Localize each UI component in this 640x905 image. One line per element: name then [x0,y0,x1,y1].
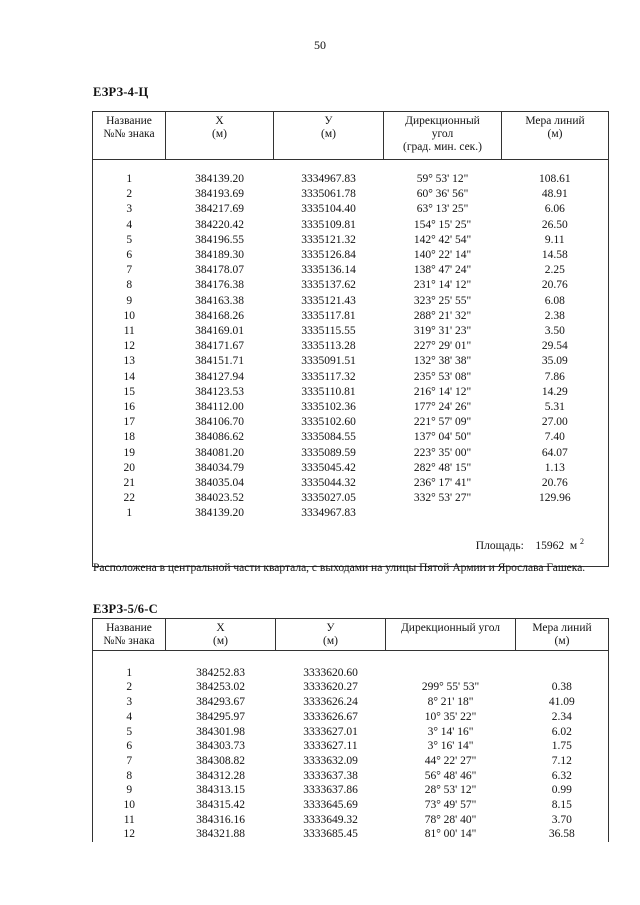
bearing-angle: 177° 24' 26" [413,401,472,414]
header-x: Х (м) [166,112,274,160]
x-coordinate: 384189.30 [195,249,244,262]
x-coordinate: 384139.20 [195,173,244,185]
area-exponent: 2 [580,536,584,546]
point-number: 20 [93,461,166,476]
x-coordinate: 384321.88 [196,828,245,841]
location-note: Расположена в центральной части квартала, с выходами на улицы Пятой Армии и Ярослава Гашека. [93,562,586,574]
x-coordinate: 384312.28 [196,769,245,782]
bearing-angle: 60° 36' 56" [416,188,469,201]
point-number: 5 [93,725,166,740]
line-length: 14.58 [502,248,609,263]
x-coordinate: 384123.53 [195,385,244,398]
line-length: 7.40 [502,430,609,445]
table-row [93,769,609,784]
x-coordinate: 384253.02 [196,681,245,694]
line-length: 6.32 [516,769,609,784]
y-coordinate: 3333637.86 [303,784,358,797]
bearing-angle: 142° 42' 54" [413,233,472,246]
point-number: 12 [93,827,166,842]
line-length [516,666,609,681]
point-number: 8 [93,769,166,784]
bearing-angle: 59° 53' 12" [416,173,469,185]
point-number: 7 [93,754,166,769]
point-number: 17 [93,415,166,430]
y-coordinate: 3333632.09 [303,754,358,767]
table-row [93,798,609,813]
x-coordinate: 384081.20 [195,446,244,459]
y-coordinate: 3335117.32 [301,370,356,383]
y-coordinate: 3335061.78 [301,188,356,201]
line-length: 48.91 [502,187,609,202]
line-length: 5.31 [502,400,609,415]
bearing-angle: 78° 28' 40" [424,813,477,826]
table-header-row [93,112,609,160]
point-number: 2 [93,187,166,202]
table-row [93,187,609,202]
line-length: 129.96 [502,491,609,506]
bearing-angle: 154° 15' 25" [413,218,472,231]
header-angle: Дирекционный угол [386,619,516,651]
y-coordinate: 3335126.84 [301,249,356,262]
header-name: Название №№ знака [93,619,166,651]
section-title: ЕЗРЗ-5/6-С [93,602,158,616]
table-row [93,680,609,695]
line-length: 20.76 [502,476,609,491]
table-row [93,202,609,217]
bearing-angle: 235° 53' 08" [413,370,472,383]
header-y: У (м) [276,619,386,651]
line-length: 64.07 [502,446,609,461]
bearing-angle: 282° 48' 15" [413,461,472,474]
line-length: 41.09 [516,695,609,710]
table-row [93,695,609,710]
coordinates-table [92,618,609,842]
x-coordinate: 384313.15 [196,784,245,797]
x-coordinate: 384086.62 [195,431,244,444]
table-row [93,446,609,461]
table-row [93,370,609,385]
bearing-angle: 81° 00' 14" [424,828,477,841]
line-length: 0.38 [516,680,609,695]
table-row [93,506,609,521]
line-length: 2.34 [516,710,609,725]
table-row [93,461,609,476]
point-number: 3 [93,695,166,710]
y-coordinate: 3334967.83 [301,507,356,520]
x-coordinate: 384308.82 [196,754,245,767]
x-coordinate: 384106.70 [195,416,244,429]
table-row [93,233,609,248]
point-number: 21 [93,476,166,491]
table-row [93,710,609,725]
bearing-angle: 332° 53' 27" [413,492,472,505]
line-length: 7.12 [516,754,609,769]
table-row [93,666,609,681]
area-label: Площадь: [475,539,524,552]
point-number: 22 [93,491,166,506]
y-coordinate: 3335121.43 [301,294,356,307]
line-length: 6.02 [516,725,609,740]
header-length: Мера линий (м) [516,619,609,651]
table-row [93,324,609,339]
x-coordinate: 384168.26 [195,309,244,322]
y-coordinate: 3335102.60 [301,416,356,429]
y-coordinate: 3335044.32 [301,477,356,490]
line-length: 29.54 [502,339,609,354]
y-coordinate: 3335027.05 [301,492,356,505]
point-number: 14 [93,370,166,385]
line-length: 1.75 [516,739,609,754]
y-coordinate: 3333645.69 [303,799,358,812]
point-number: 10 [93,309,166,324]
line-length: 3.50 [502,324,609,339]
bearing-angle: 140° 22' 14" [413,249,472,262]
table-body [93,160,609,522]
table-row [93,430,609,445]
table-row [93,263,609,278]
x-coordinate: 384301.98 [196,725,245,738]
x-coordinate: 384139.20 [195,507,244,520]
point-number: 15 [93,385,166,400]
x-coordinate: 384112.00 [195,401,244,414]
bearing-angle [386,666,516,681]
table-row [93,491,609,506]
x-coordinate: 384178.07 [195,264,244,277]
point-number: 12 [93,339,166,354]
bearing-angle: 137° 04' 50" [413,431,472,444]
table-body [93,651,609,843]
bearing-angle [384,506,502,521]
table-row [93,218,609,233]
bearing-angle: 299° 55' 53" [421,681,480,694]
table-row [93,294,609,309]
table-row [93,739,609,754]
table-row [93,339,609,354]
table-row [93,754,609,769]
x-coordinate: 384176.38 [195,279,244,292]
point-number: 5 [93,233,166,248]
x-coordinate: 384023.52 [195,492,244,505]
table-row [93,725,609,740]
line-length: 3.70 [516,813,609,828]
x-coordinate: 384316.16 [196,813,245,826]
y-coordinate: 3335091.51 [301,355,356,368]
line-length: 1.13 [502,461,609,476]
y-coordinate: 3335104.40 [301,203,356,216]
header-angle: Дирекционный угол (град. мин. сек.) [384,112,502,160]
x-coordinate: 384315.42 [196,799,245,812]
y-coordinate: 3333620.60 [303,666,358,679]
line-length: 7.86 [502,370,609,385]
y-coordinate: 3335121.32 [301,233,356,246]
point-number: 13 [93,354,166,369]
y-coordinate: 3333649.32 [303,813,358,826]
table-row [93,309,609,324]
point-number: 4 [93,218,166,233]
x-coordinate: 384295.97 [196,710,245,723]
bearing-angle: 3° 14' 16" [427,725,474,738]
table-row [93,354,609,369]
line-length: 26.50 [502,218,609,233]
point-number: 1 [93,506,166,521]
table-row [93,385,609,400]
x-coordinate: 384303.73 [196,740,245,753]
bearing-angle: 223° 35' 00" [413,446,472,459]
y-coordinate: 3335110.81 [301,385,356,398]
y-coordinate: 3333626.67 [303,710,358,723]
table-row [93,415,609,430]
spacer-row [93,651,609,666]
line-length [502,506,609,521]
x-coordinate: 384293.67 [196,696,245,709]
line-length: 2.25 [502,263,609,278]
bearing-angle: 236° 17' 41" [413,477,472,490]
line-length: 2.38 [502,309,609,324]
y-coordinate: 3333627.01 [303,725,358,738]
point-number: 9 [93,294,166,309]
bearing-angle: 8° 21' 18" [427,696,474,709]
x-coordinate: 384127.94 [195,370,244,383]
x-coordinate: 384034.79 [195,461,244,474]
header-y: У (м) [274,112,384,160]
y-coordinate: 3335089.59 [301,446,356,459]
y-coordinate: 3335109.81 [301,218,356,231]
header-length: Мера линий (м) [502,112,609,160]
y-coordinate: 3333637.38 [303,769,358,782]
point-number: 1 [93,172,166,187]
point-number: 18 [93,430,166,445]
bearing-angle: 10° 35' 22" [424,710,477,723]
y-coordinate: 3335117.81 [301,309,356,322]
y-coordinate: 3335113.28 [301,340,356,353]
bearing-angle: 3° 16' 14" [427,740,474,753]
bearing-angle: 56° 48' 46" [424,769,477,782]
section-title: ЕЗРЗ-4-Ц [93,85,149,99]
point-number: 10 [93,798,166,813]
x-coordinate: 384163.38 [195,294,244,307]
table-row [93,400,609,415]
point-number: 8 [93,278,166,293]
header-x: Х (м) [166,619,276,651]
point-number: 6 [93,248,166,263]
point-number: 19 [93,446,166,461]
y-coordinate: 3333626.24 [303,696,358,709]
line-length: 14.29 [502,385,609,400]
area-row [93,522,609,566]
point-number: 9 [93,783,166,798]
line-length: 108.61 [502,172,609,187]
x-coordinate: 384196.55 [195,233,244,246]
y-coordinate: 3333627.11 [303,740,358,753]
point-number: 11 [93,813,166,828]
area-cell [93,522,609,566]
line-length: 27.00 [502,415,609,430]
line-length: 9.11 [502,233,609,248]
area-unit: м [569,539,578,552]
table-row [93,783,609,798]
line-length: 0.99 [516,783,609,798]
area-value: 15962 [535,539,565,552]
x-coordinate: 384220.42 [195,218,244,231]
table-row [93,476,609,491]
y-coordinate: 3334967.83 [301,173,356,185]
table-row [93,278,609,293]
point-number: 7 [93,263,166,278]
line-length: 8.15 [516,798,609,813]
table-row [93,248,609,263]
bearing-angle: 319° 31' 23" [413,325,472,338]
y-coordinate: 3333685.45 [303,828,358,841]
point-number: 11 [93,324,166,339]
line-length: 6.08 [502,294,609,309]
table-row [93,827,609,842]
x-coordinate: 384035.04 [195,477,244,490]
y-coordinate: 3335084.55 [301,431,356,444]
bearing-angle: 138° 47' 24" [413,264,472,277]
point-number: 3 [93,202,166,217]
table-row [93,813,609,828]
x-coordinate: 384151.71 [195,355,244,368]
bearing-angle: 73° 49' 57" [424,799,477,812]
bearing-angle: 216° 14' 12" [413,385,472,398]
y-coordinate: 3335045.42 [301,461,356,474]
point-number: 2 [93,680,166,695]
bearing-angle: 132° 38' 38" [413,355,472,368]
coordinates-table [92,111,609,567]
y-coordinate: 3335137.62 [301,279,356,292]
x-coordinate: 384171.67 [195,340,244,353]
page-number: 50 [314,38,326,52]
line-length: 35.09 [502,354,609,369]
bearing-angle: 323° 25' 55" [413,294,472,307]
bearing-angle: 221° 57' 09" [413,416,472,429]
y-coordinate: 3335136.14 [301,264,356,277]
y-coordinate: 3335115.55 [301,325,356,338]
spacer-row [93,160,609,173]
bearing-angle: 288° 21' 32" [413,309,472,322]
bearing-angle: 227° 29' 01" [413,340,472,353]
bearing-angle: 63° 13' 25" [416,203,469,216]
point-number: 4 [93,710,166,725]
x-coordinate: 384252.83 [196,666,245,679]
point-number: 16 [93,400,166,415]
x-coordinate: 384169.01 [195,325,244,338]
line-length: 20.76 [502,278,609,293]
header-name: Название №№ знака [93,112,166,160]
x-coordinate: 384217.69 [195,203,244,216]
line-length: 36.58 [516,827,609,842]
table-row [93,172,609,187]
bearing-angle: 231° 14' 12" [413,279,472,292]
y-coordinate: 3333620.27 [303,681,358,694]
bearing-angle: 28° 53' 12" [424,784,477,797]
table-header-row [93,619,609,651]
bearing-angle: 44° 22' 27" [424,754,477,767]
x-coordinate: 384193.69 [195,188,244,201]
line-length: 6.06 [502,202,609,217]
point-number: 6 [93,739,166,754]
y-coordinate: 3335102.36 [301,401,356,414]
point-number: 1 [93,666,166,681]
